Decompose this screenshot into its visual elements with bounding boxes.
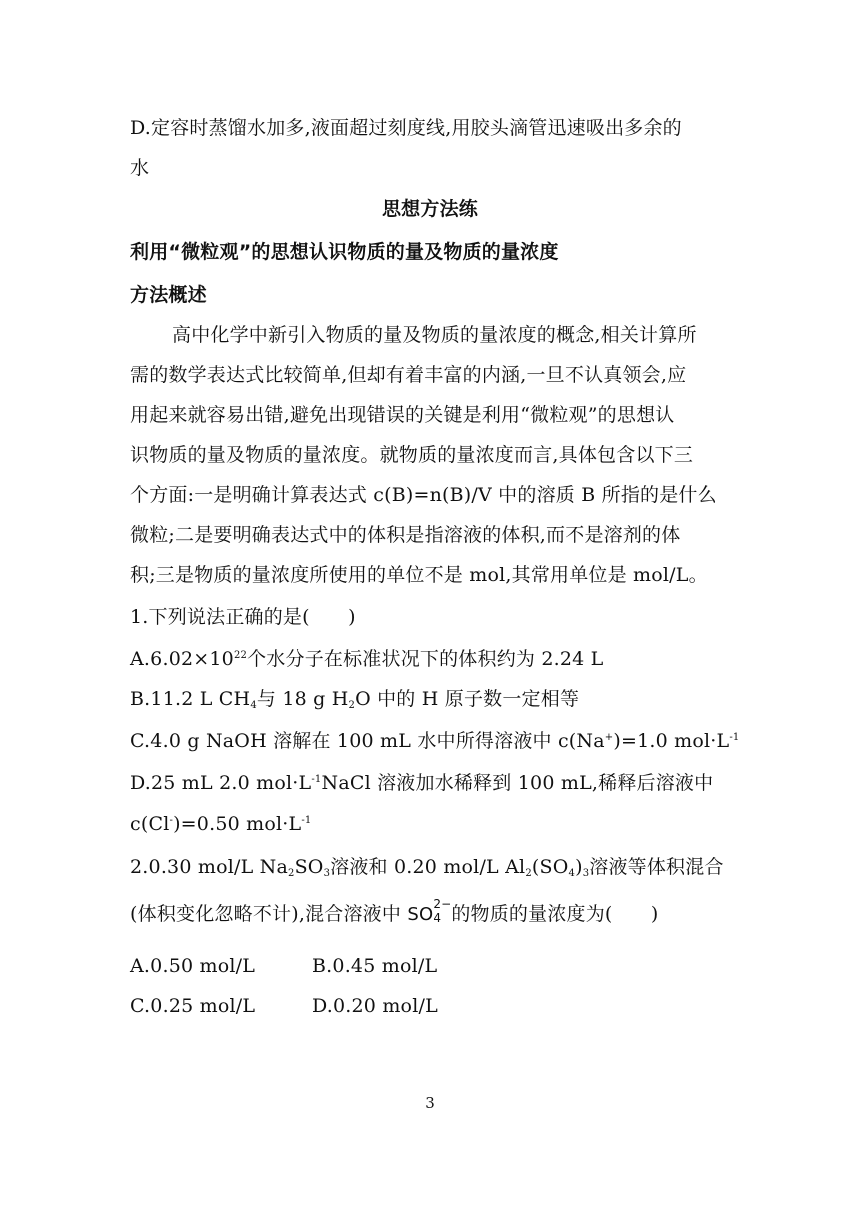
- paragraph-line: 用起来就容易出错,避免出现错误的关键是利用“微粒观”的思想认: [130, 404, 675, 426]
- question-2-options-row1: [130, 953, 255, 979]
- question-1-stem: 1.下列说法正确的是( ): [130, 606, 356, 628]
- question-2-option-c: C.0.25 mol/L: [130, 995, 256, 1017]
- paragraph-line: 需的数学表达式比较简单,但却有着丰富的内涵,一旦不认真领会,应: [130, 364, 687, 386]
- question-1-option-b: B.11.2 L $CH_4$与 18 g $H_2O$ 中的 H 原子数一定相等: [130, 688, 580, 711]
- section-subtitle: 利用“微粒观”的思想认识物质的量及物质的量浓度: [130, 241, 559, 263]
- paragraph-line: 个方面:一是明确计算表达式 c(B)=n(B)/V 中的溶质 B 所指的是什么: [130, 484, 717, 506]
- question-2-option-b: B.0.45 mol/L: [312, 955, 438, 977]
- sulfate-ion: SO 2− 4: [407, 897, 452, 925]
- question-2-option-d: D.0.20 mol/L: [312, 995, 438, 1017]
- question-2-option-a: A.0.50 mol/L: [130, 955, 256, 977]
- option-d-line1: D.定容时蒸馏水加多,液面超过刻度线,用胶头滴管迅速吸出多余的: [130, 117, 682, 139]
- question-1-option-d-line2: c(Cl-)=0.50 $mol\cdot L^{-1}$: [130, 813, 312, 835]
- paragraph-line: 微粒;二是要明确表达式中的体积是指溶液的体积,而不是溶剂的体: [130, 524, 681, 546]
- question-1-option-a: $A.6.02\times 10^{22}$个水分子在标准状况下的体积约为 2.24 L: [130, 648, 604, 670]
- option-d-line2: 水: [130, 157, 150, 179]
- section-title: 思想方法练: [381, 198, 478, 220]
- question-2-stem-line2: (体积变化忽略不计),混合溶液中 SO 2− 4 的物质的量浓度为( ): [130, 897, 659, 925]
- paragraph-line: 高中化学中新引入物质的量及物质的量浓度的概念,相关计算所: [172, 324, 697, 346]
- question-1-option-d-line1: D.25 mL 2.0 $mol\cdot L^{-1}NaCl$ 溶液加水稀释到 100 mL,稀释后溶液中: [130, 772, 714, 794]
- page-number: 3: [425, 1094, 435, 1112]
- paragraph-line: 识物质的量及物质的量浓度。就物质的量浓度而言,具体包含以下三: [130, 444, 694, 466]
- paragraph-line: 积;三是物质的量浓度所使用的单位不是 mol,其常用单位是 mol/L。: [130, 564, 708, 586]
- overview-heading: 方法概述: [130, 284, 207, 306]
- question-1-option-c: C.4.0 g NaOH 溶解在 100 mL 水中所得溶液中 c(Na+)=1.0 $mol\cdot L^{-1}$: [130, 730, 740, 752]
- question-2-stem-line1: 2.0.30 mol/L $Na_2SO_3$溶液和 0.20 mol/L $Al_2(SO_4)_3$溶液等体积混合: [130, 856, 724, 879]
